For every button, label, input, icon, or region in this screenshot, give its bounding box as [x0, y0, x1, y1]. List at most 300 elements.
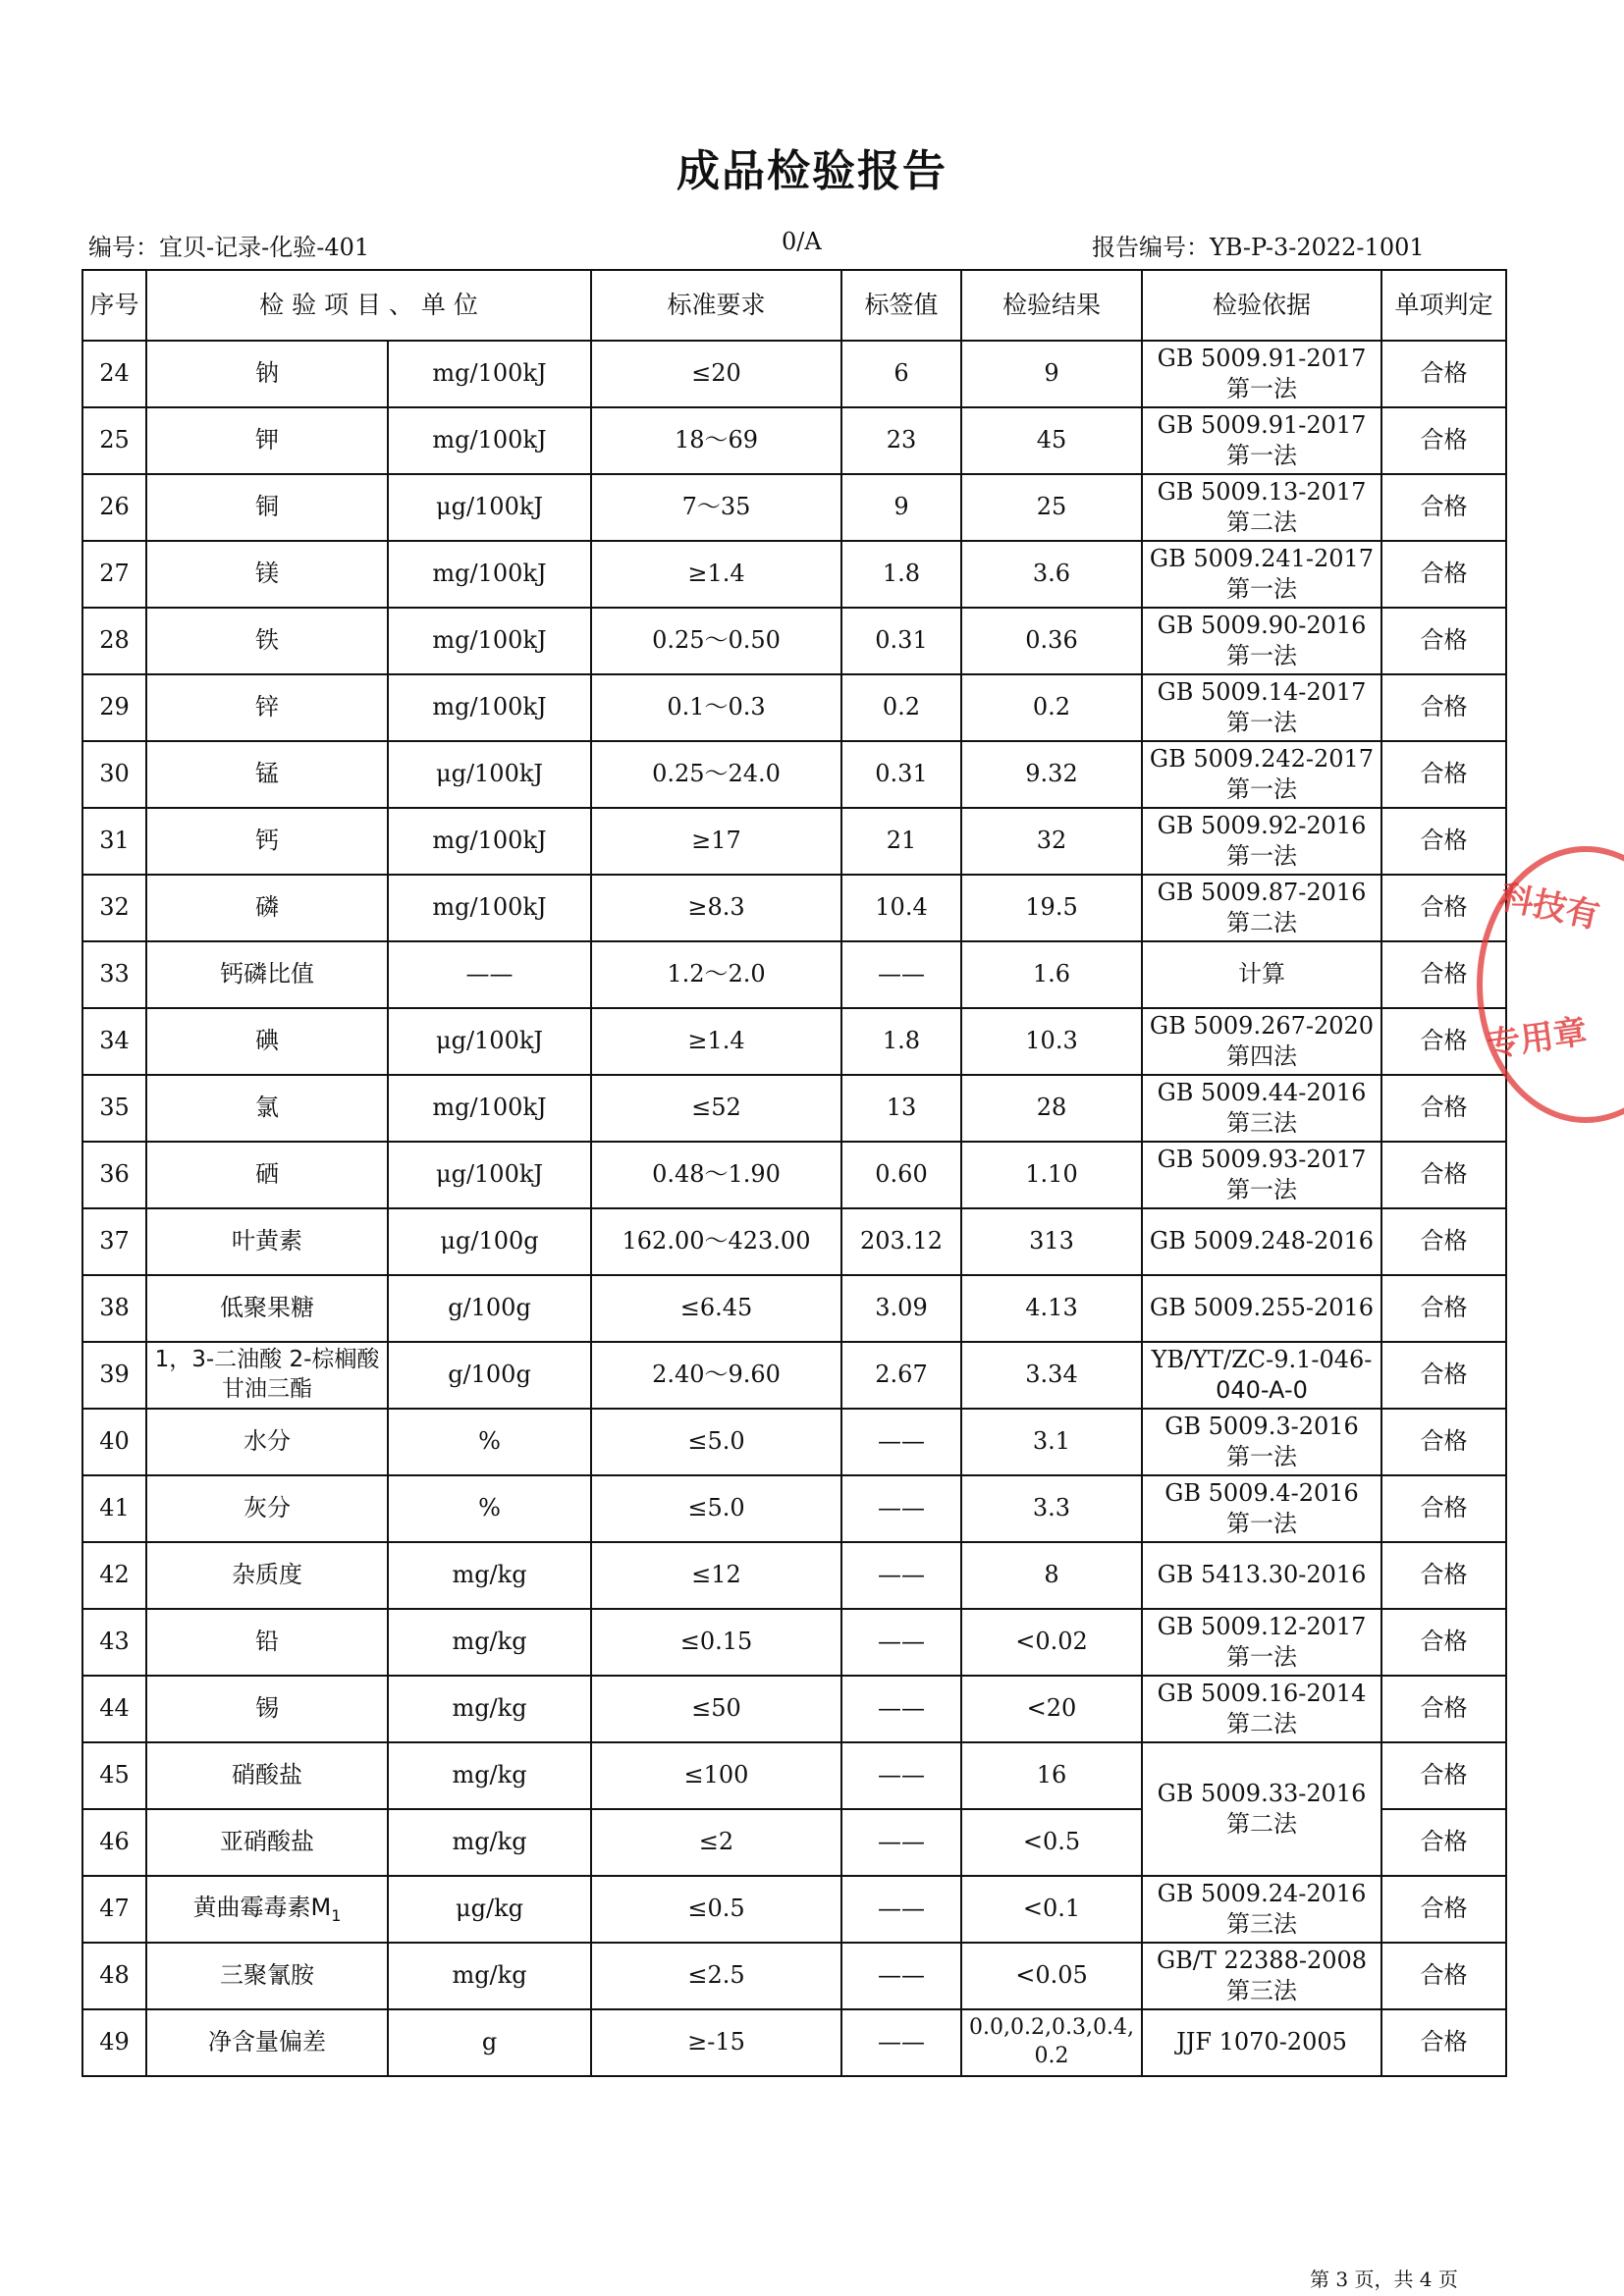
test-basis [1142, 741, 1381, 808]
seal-text-bottom: 专用章 [1485, 1012, 1590, 1065]
test-basis-line1: GB 5009.248-2016 [1149, 1227, 1375, 1255]
test-basis-line1: GB 5009.12-2017 [1157, 1612, 1367, 1640]
item-name [146, 1809, 388, 1876]
row-number: 28 [82, 608, 146, 674]
label-value: —— [841, 1809, 961, 1876]
test-basis-line1: GB 5009.91-2017 [1157, 344, 1367, 372]
item-name-text: 铜 [255, 493, 279, 521]
verdict: 合格 [1381, 1475, 1506, 1542]
unit: g/100g [388, 1275, 591, 1342]
test-result: <20 [961, 1676, 1142, 1742]
label-value: 9 [841, 474, 961, 541]
item-name-text: 硝酸盐 [232, 1761, 302, 1789]
test-result: 3.1 [961, 1409, 1142, 1475]
item-name [146, 1008, 388, 1075]
item-name-text: 碘 [255, 1027, 279, 1055]
table-row [82, 1742, 1506, 1809]
record-number: 编号：宜贝-记录-化验-401 [88, 234, 370, 261]
test-basis-line2: 第一法 [1226, 842, 1297, 870]
verdict: 合格 [1381, 1876, 1506, 1943]
page-footer: 第 3 页，共 4 页 [1310, 2268, 1458, 2291]
unit: g/100g [388, 1342, 591, 1409]
label-value: —— [841, 1542, 961, 1609]
row-number: 43 [82, 1609, 146, 1676]
test-basis [1142, 1609, 1381, 1676]
item-name [146, 875, 388, 941]
item-name [146, 1342, 388, 1409]
verdict: 合格 [1381, 541, 1506, 608]
table-row [82, 674, 1506, 741]
test-basis-line2: 第二法 [1226, 909, 1297, 936]
label-value: 10.4 [841, 875, 961, 941]
test-basis-line2: 第一法 [1226, 709, 1297, 736]
table-row [82, 1409, 1506, 1475]
standard-requirement: ≤50 [591, 1676, 841, 1742]
test-result: 19.5 [961, 875, 1142, 941]
unit: —— [388, 941, 591, 1008]
version: 0/A [782, 228, 822, 255]
table-row [82, 1876, 1506, 1943]
test-basis-line1: GB 5009.255-2016 [1149, 1294, 1375, 1322]
standard-requirement: ≥8.3 [591, 875, 841, 941]
standard-requirement: ≤12 [591, 1542, 841, 1609]
standard-requirement: ≥-15 [591, 2009, 841, 2076]
test-basis [1142, 608, 1381, 674]
standard-requirement: ≤0.15 [591, 1609, 841, 1676]
label-value: 3.09 [841, 1275, 961, 1342]
item-name-text: 三聚氰胺 [220, 1961, 314, 1990]
item-name-text: 锰 [255, 760, 279, 788]
label-value: —— [841, 1475, 961, 1542]
verdict: 合格 [1381, 1142, 1506, 1208]
row-number: 40 [82, 1409, 146, 1475]
verdict: 合格 [1381, 608, 1506, 674]
test-result: 10.3 [961, 1008, 1142, 1075]
item-name-text: 铁 [255, 626, 279, 655]
verdict: 合格 [1381, 1409, 1506, 1475]
unit: μg/100g [388, 1208, 591, 1275]
label-value: 1.8 [841, 541, 961, 608]
item-name [146, 1142, 388, 1208]
row-number: 39 [82, 1342, 146, 1409]
label-value: —— [841, 1676, 961, 1742]
label-value: —— [841, 941, 961, 1008]
row-number: 34 [82, 1008, 146, 1075]
test-basis [1142, 875, 1381, 941]
test-basis-line1: GB 5009.93-2017 [1157, 1145, 1367, 1173]
item-name-text: 净含量偏差 [208, 2028, 326, 2056]
test-result: 16 [961, 1742, 1142, 1809]
item-name [146, 1475, 388, 1542]
verdict: 合格 [1381, 1676, 1506, 1742]
row-number: 31 [82, 808, 146, 875]
test-basis [1142, 1142, 1381, 1208]
test-basis [1142, 1342, 1381, 1409]
seal-text-top: 科技有 [1496, 877, 1603, 937]
test-result: 0.2 [961, 674, 1142, 741]
col-header-label: 标签值 [841, 270, 961, 341]
standard-requirement: ≤5.0 [591, 1409, 841, 1475]
label-value: 0.60 [841, 1142, 961, 1208]
test-basis [1142, 1475, 1381, 1542]
test-basis [1142, 474, 1381, 541]
test-basis [1142, 1542, 1381, 1609]
label-value: —— [841, 1876, 961, 1943]
row-number: 48 [82, 1943, 146, 2009]
test-basis [1142, 2009, 1381, 2076]
row-number: 24 [82, 341, 146, 407]
verdict: 合格 [1381, 1742, 1506, 1809]
item-name-text: 1，3-二油酸 2-棕榈酸甘油三酯 [154, 1347, 380, 1402]
test-result: 8 [961, 1542, 1142, 1609]
table-row [82, 1008, 1506, 1075]
test-result: 1.10 [961, 1142, 1142, 1208]
label-value: 1.8 [841, 1008, 961, 1075]
test-basis-line2: 第三法 [1226, 1109, 1297, 1137]
row-number: 44 [82, 1676, 146, 1742]
test-basis-line1: GB 5009.13-2017 [1157, 477, 1367, 506]
test-basis-line1: GB 5009.4-2016 [1164, 1478, 1359, 1507]
label-value: 23 [841, 407, 961, 474]
item-name [146, 1275, 388, 1342]
test-basis-line1: GB 5009.14-2017 [1157, 677, 1367, 706]
standard-requirement: 0.1～0.3 [591, 674, 841, 741]
item-name [146, 474, 388, 541]
test-result: <0.05 [961, 1943, 1142, 2009]
verdict: 合格 [1381, 407, 1506, 474]
standard-requirement: ≤5.0 [591, 1475, 841, 1542]
item-name [146, 1208, 388, 1275]
item-name-text: 硒 [255, 1160, 279, 1189]
item-name [146, 941, 388, 1008]
verdict: 合格 [1381, 1809, 1506, 1876]
test-basis-line2: 第四法 [1226, 1042, 1297, 1070]
row-number: 47 [82, 1876, 146, 1943]
verdict: 合格 [1381, 1342, 1506, 1409]
table-row [82, 1609, 1506, 1676]
test-basis-line2: 第一法 [1226, 1443, 1297, 1470]
test-basis-line2: 第一法 [1226, 375, 1297, 402]
test-result: 1.6 [961, 941, 1142, 1008]
item-name [146, 808, 388, 875]
standard-requirement: 0.25～0.50 [591, 608, 841, 674]
test-result: 3.34 [961, 1342, 1142, 1409]
verdict: 合格 [1381, 674, 1506, 741]
standard-requirement: ≥17 [591, 808, 841, 875]
standard-requirement: ≥1.4 [591, 1008, 841, 1075]
item-name-text: 氯 [255, 1094, 279, 1122]
item-name [146, 1742, 388, 1809]
test-basis-line2: 第一法 [1226, 1176, 1297, 1203]
table-row [82, 741, 1506, 808]
test-basis-line2: 第三法 [1226, 1977, 1297, 2004]
table-row [82, 1142, 1506, 1208]
test-basis-line1: GB 5009.267-2020 [1149, 1011, 1375, 1040]
test-basis-line1: GB 5009.91-2017 [1157, 410, 1367, 439]
standard-requirement: 1.2～2.0 [591, 941, 841, 1008]
col-header-basis: 检验依据 [1142, 270, 1381, 341]
test-basis-line2: 第三法 [1226, 1910, 1297, 1938]
label-value: 0.2 [841, 674, 961, 741]
standard-requirement: 18～69 [591, 407, 841, 474]
verdict: 合格 [1381, 341, 1506, 407]
row-number: 32 [82, 875, 146, 941]
item-name [146, 1876, 388, 1943]
test-result: 3.3 [961, 1475, 1142, 1542]
row-number: 33 [82, 941, 146, 1008]
test-result: 9.32 [961, 741, 1142, 808]
unit: mg/kg [388, 1809, 591, 1876]
row-number: 26 [82, 474, 146, 541]
test-basis [1142, 1876, 1381, 1943]
test-basis-line1: JJF 1070-2005 [1176, 2028, 1347, 2056]
item-name [146, 2009, 388, 2076]
unit: μg/100kJ [388, 741, 591, 808]
item-name [146, 541, 388, 608]
test-basis-line1: 计算 [1238, 960, 1285, 988]
test-basis-line2: 第二法 [1226, 1810, 1297, 1838]
verdict: 合格 [1381, 2009, 1506, 2076]
standard-requirement: ≤52 [591, 1075, 841, 1142]
table-row [82, 1275, 1506, 1342]
label-value: —— [841, 1409, 961, 1475]
col-header-verdict: 单项判定 [1381, 270, 1506, 341]
standard-requirement: ≤2 [591, 1809, 841, 1876]
unit: mg/100kJ [388, 407, 591, 474]
item-name-text: 低聚果糖 [220, 1294, 314, 1322]
test-basis-line2: 第一法 [1226, 1643, 1297, 1671]
row-number: 46 [82, 1809, 146, 1876]
item-name-text: 水分 [244, 1427, 291, 1456]
item-name-text: 钾 [255, 426, 279, 454]
col-header-item: 检 验 项 目 、 单 位 [146, 270, 591, 341]
test-basis-line1: GB 5009.16-2014 [1157, 1679, 1367, 1707]
row-number: 30 [82, 741, 146, 808]
row-number: 25 [82, 407, 146, 474]
test-basis-line1: GB 5009.33-2016 [1157, 1779, 1367, 1807]
test-basis-line2: 第一法 [1226, 575, 1297, 603]
test-basis-line1: GB 5009.241-2017 [1149, 544, 1375, 572]
verdict: 合格 [1381, 1943, 1506, 2009]
standard-requirement: 7～35 [591, 474, 841, 541]
test-basis [1142, 1208, 1381, 1275]
unit: mg/100kJ [388, 541, 591, 608]
item-name-text: 锌 [255, 693, 279, 721]
item-name [146, 1676, 388, 1742]
label-value: 6 [841, 341, 961, 407]
label-value: —— [841, 1943, 961, 2009]
unit: mg/kg [388, 1609, 591, 1676]
label-value: —— [841, 1609, 961, 1676]
row-number: 35 [82, 1075, 146, 1142]
table-row [82, 1676, 1506, 1742]
test-basis [1142, 1676, 1381, 1742]
test-basis-line2: 第二法 [1226, 1710, 1297, 1737]
test-basis [1142, 674, 1381, 741]
unit: mg/kg [388, 1676, 591, 1742]
verdict: 合格 [1381, 808, 1506, 875]
table-row [82, 1542, 1506, 1609]
item-name-text: 钠 [255, 359, 279, 388]
unit: % [388, 1409, 591, 1475]
test-basis-line2: 第二法 [1226, 508, 1297, 536]
verdict: 合格 [1381, 875, 1506, 941]
table-row [82, 407, 1506, 474]
test-basis [1142, 541, 1381, 608]
standard-requirement: 162.00～423.00 [591, 1208, 841, 1275]
unit: mg/100kJ [388, 608, 591, 674]
test-basis [1142, 1943, 1381, 2009]
report-number: 报告编号：YB-P-3-2022-1001 [1092, 234, 1425, 261]
test-basis-line1: YB/YT/ZC-9.1-046- [1151, 1345, 1373, 1373]
test-result: 28 [961, 1075, 1142, 1142]
label-value: 0.31 [841, 741, 961, 808]
test-basis [1142, 1008, 1381, 1075]
unit: mg/kg [388, 1742, 591, 1809]
test-basis-line2: 第一法 [1226, 642, 1297, 669]
label-value: 0.31 [841, 608, 961, 674]
test-basis [1142, 407, 1381, 474]
standard-requirement: ≤6.45 [591, 1275, 841, 1342]
item-name-text: 亚硝酸盐 [220, 1828, 314, 1856]
item-name-text: 铅 [255, 1628, 279, 1656]
test-basis-line2: 第一法 [1226, 442, 1297, 469]
table-row [82, 1342, 1506, 1409]
table-row [82, 341, 1506, 407]
col-header-standard: 标准要求 [591, 270, 841, 341]
verdict: 合格 [1381, 1542, 1506, 1609]
label-value: 21 [841, 808, 961, 875]
row-number: 42 [82, 1542, 146, 1609]
standard-requirement: ≤2.5 [591, 1943, 841, 2009]
test-basis-line1: GB 5413.30-2016 [1157, 1561, 1367, 1589]
test-basis [1142, 1409, 1381, 1475]
table-header-row [82, 270, 1506, 341]
table-row [82, 1075, 1506, 1142]
test-result: 32 [961, 808, 1142, 875]
standard-requirement: 0.25～24.0 [591, 741, 841, 808]
item-name-text: 磷 [255, 893, 279, 922]
item-name [146, 674, 388, 741]
item-name-text: 叶黄素 [232, 1227, 302, 1255]
row-number: 41 [82, 1475, 146, 1542]
row-number: 45 [82, 1742, 146, 1809]
unit: mg/100kJ [388, 1075, 591, 1142]
col-header-result: 检验结果 [961, 270, 1142, 341]
unit: mg/100kJ [388, 875, 591, 941]
test-basis-line1: GB 5009.92-2016 [1157, 811, 1367, 839]
unit: mg/100kJ [388, 341, 591, 407]
test-basis-line2: 040-A-0 [1216, 1376, 1308, 1404]
unit: μg/100kJ [388, 1008, 591, 1075]
label-value: 13 [841, 1075, 961, 1142]
test-result: <0.02 [961, 1609, 1142, 1676]
standard-requirement: ≤20 [591, 341, 841, 407]
test-basis-line1: GB 5009.24-2016 [1157, 1879, 1367, 1907]
row-number: 36 [82, 1142, 146, 1208]
item-name [146, 741, 388, 808]
item-name-text: 锡 [255, 1694, 279, 1723]
test-result: 45 [961, 407, 1142, 474]
unit: μg/kg [388, 1876, 591, 1943]
inspection-table [81, 269, 1507, 2077]
row-number: 29 [82, 674, 146, 741]
test-result: <0.5 [961, 1809, 1142, 1876]
test-result: 0.0,0.2,0.3,0.4,0.2 [961, 2009, 1142, 2076]
test-basis-line1: GB 5009.90-2016 [1157, 611, 1367, 639]
item-name-text: 镁 [255, 560, 279, 588]
unit: mg/kg [388, 1542, 591, 1609]
verdict: 合格 [1381, 941, 1506, 1008]
row-number: 38 [82, 1275, 146, 1342]
col-header-no: 序号 [82, 270, 146, 341]
test-basis [1142, 941, 1381, 1008]
standard-requirement: 0.48～1.90 [591, 1142, 841, 1208]
table-row [82, 1208, 1506, 1275]
verdict: 合格 [1381, 474, 1506, 541]
unit: % [388, 1475, 591, 1542]
item-name [146, 608, 388, 674]
test-basis [1142, 1275, 1381, 1342]
verdict: 合格 [1381, 1609, 1506, 1676]
table-row [82, 941, 1506, 1008]
item-name [146, 1609, 388, 1676]
item-name-text: 黄曲霉毒素M [192, 1893, 332, 1921]
verdict: 合格 [1381, 741, 1506, 808]
report-title: 成品检验报告 [677, 146, 947, 196]
standard-requirement: ≥1.4 [591, 541, 841, 608]
test-basis [1142, 341, 1381, 407]
label-value: 2.67 [841, 1342, 961, 1409]
test-result: 3.6 [961, 541, 1142, 608]
test-basis-line2: 第一法 [1226, 1510, 1297, 1537]
verdict: 合格 [1381, 1075, 1506, 1142]
test-basis-line1: GB 5009.242-2017 [1149, 744, 1375, 773]
test-basis [1142, 1075, 1381, 1142]
table-row [82, 1943, 1506, 2009]
test-result: 25 [961, 474, 1142, 541]
test-basis [1142, 1742, 1381, 1876]
table-row [82, 875, 1506, 941]
row-number: 37 [82, 1208, 146, 1275]
test-result: 313 [961, 1208, 1142, 1275]
verdict: 合格 [1381, 1008, 1506, 1075]
row-number: 27 [82, 541, 146, 608]
test-result: 4.13 [961, 1275, 1142, 1342]
test-basis-line1: GB 5009.44-2016 [1157, 1078, 1367, 1106]
standard-requirement: ≤0.5 [591, 1876, 841, 1943]
item-name-text: 灰分 [244, 1494, 291, 1522]
item-name [146, 1409, 388, 1475]
test-basis-line1: GB 5009.3-2016 [1164, 1412, 1359, 1440]
table-row [82, 1475, 1506, 1542]
unit: mg/kg [388, 1943, 591, 2009]
item-name-text: 杂质度 [232, 1561, 302, 1589]
standard-requirement: ≤100 [591, 1742, 841, 1809]
test-result: 9 [961, 341, 1142, 407]
item-name [146, 341, 388, 407]
table-row [82, 2009, 1506, 2076]
test-result: 0.36 [961, 608, 1142, 674]
standard-requirement: 2.40～9.60 [591, 1342, 841, 1409]
unit: μg/100kJ [388, 1142, 591, 1208]
item-name [146, 1075, 388, 1142]
test-basis [1142, 808, 1381, 875]
test-basis-line2: 第一法 [1226, 775, 1297, 803]
label-value: —— [841, 1742, 961, 1809]
label-value: 203.12 [841, 1208, 961, 1275]
label-value: —— [841, 2009, 961, 2076]
